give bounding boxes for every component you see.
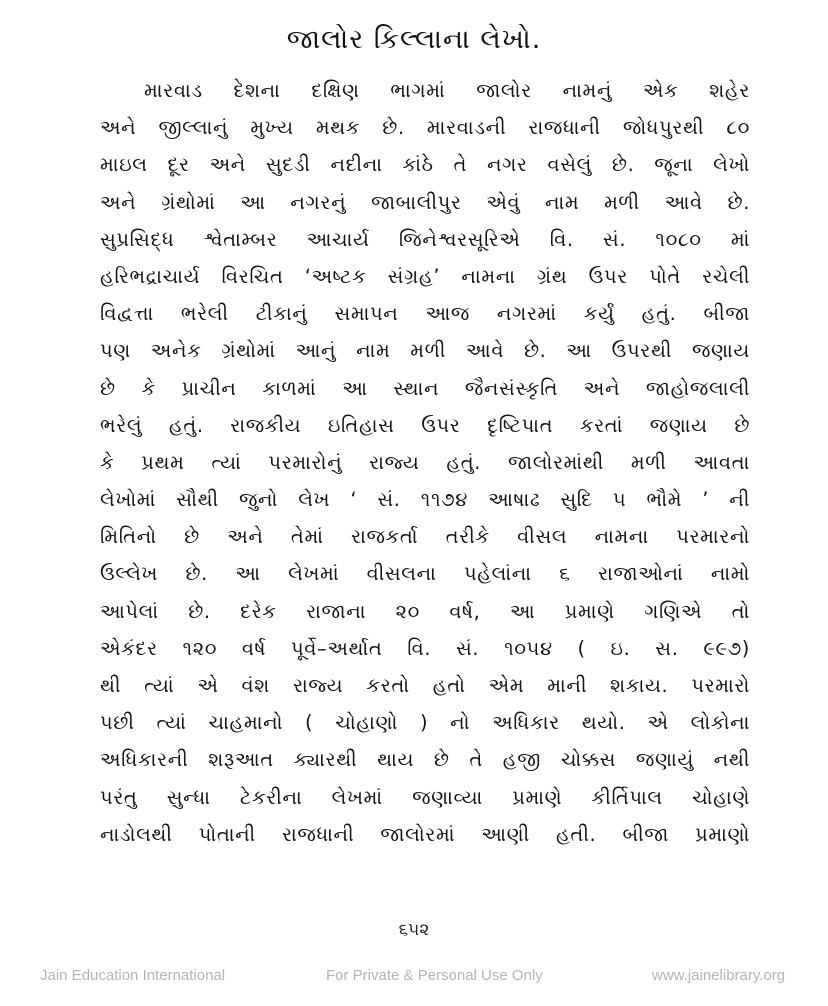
- text-line: નાડોલથી પોતાની રાજધાની જાલોરમાં આણી હતી. બીજા પ્રમાણો: [100, 822, 750, 846]
- text-line: મિતિનો છે અને તેમાં રાજકર્તા તરીકે વીસલ નામના પરમારનો: [100, 525, 750, 549]
- text-line: કે પ્રથમ ત્યાં પરમારોનું રાજ્ય હતું. જાલોરમાંથી મળી આવતા: [100, 450, 750, 474]
- text-line: હરિભદ્રાચાર્ય વિરચિત ‘અષ્ટક સંગ્રહ’ નામના ગ્રંથ ઉપર પોતે રચેલી: [100, 264, 750, 288]
- text-line: પણ અનેક ગ્રંથોમાં આનું નામ મળી આવે છે. આ ઉપરથી જણાય: [100, 339, 750, 363]
- page-title: જાલોર કિલ્લાના લેખો.: [286, 24, 542, 55]
- text-line: લેખોમાં સૌથી જુનો લેખ ‘ સં. ૧૧૭૪ આષાઢ સુદિ ૫ ભૌમે ’ ની: [100, 488, 750, 512]
- page-number: ૬૫૨: [398, 920, 430, 940]
- text-line: સુપ્રસિદ્ધ શ્વેતામ્બર આચાર્ય જિનેશ્વરસૂરિએ વિ. સં. ૧૦૮૦ માં: [100, 227, 750, 251]
- footer: [0, 962, 828, 990]
- text-line: ઉલ્લેખ છે. આ લેખમાં વીસલના પહેલાંના ૬ રાજાઓનાં નામો: [100, 562, 750, 586]
- text-line: મારવાડ દેશના દક્ષિણ ભાગમાં જાલોર નામનું એક શહેર: [144, 79, 750, 102]
- text-line: અને જીલ્લાનું મુખ્ય મથક છે. મારવાડની રાજધાની જોધપુરથી ૮૦: [100, 116, 750, 140]
- footer-publisher: Jain Education International: [40, 967, 226, 984]
- text-line: આપેલાં છે. દરેક રાજાના ૨૦ વર્ષ, આ પ્રમાણે ગણિએ તો: [100, 599, 750, 623]
- text-line: છે કે પ્રાચીન કાળમાં આ સ્થાન જૈનસંસ્કૃતિ અને જાહોજલાલી: [100, 376, 750, 400]
- text-line: માઇલ દૂર અને સુદડી નદીના કાંઠે તે નગર વસેલું છે. જૂના લેખો: [100, 153, 750, 177]
- footer-usage-notice: For Private & Personal Use Only: [326, 967, 543, 984]
- text-line: થી ત્યાં એ વંશ રાજ્ય કરતો હતો એમ માની શકાય. પરમારો: [100, 674, 750, 697]
- body-paragraph: [100, 72, 750, 853]
- text-line: અને ગ્રંથોમાં આ નગરનું જાબાલીપુર એવું નામ મળી આવે છે.: [100, 190, 750, 214]
- text-line: પરંતુ સુન્ધા ટેકરીના લેખમાં જણાવ્યા પ્રમાણે કીર્તિપાલ ચોહાણે: [100, 785, 750, 809]
- text-line: પછી ત્યાં ચાહમાનો ( ચોહાણો ) નો અધિકાર થયો. એ લોકોના: [100, 711, 750, 735]
- text-line: વિદ્વત્તા ભરેલી ટીકાનું સમાપન આજ નગરમાં કર્યું હતું. બીજા: [100, 302, 750, 326]
- footer-website-link[interactable]: www.jainelibrary.org: [652, 967, 786, 984]
- text-line: ભરેલું હતું. રાજકીય ઇતિહાસ ઉપર દૃષ્ટિપાત કરતાં જણાય છે: [100, 413, 750, 437]
- text-line: અધિકારની શરૂઆત ક્યારથી થાય છે તે હજી ચોક્કસ જણાયું નથી: [100, 748, 750, 772]
- text-line: એકંદર ૧૨૦ વર્ષ પૂર્વે–અર્થાત વિ. સં. ૧૦૫૪ ( ઇ. સ. ૯૯૭): [100, 636, 750, 660]
